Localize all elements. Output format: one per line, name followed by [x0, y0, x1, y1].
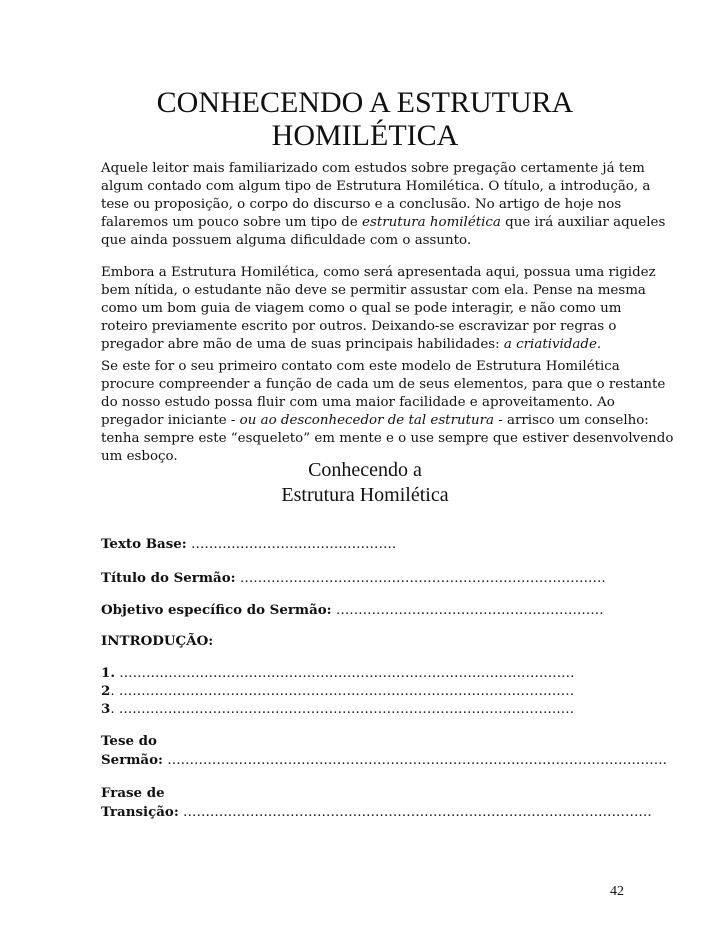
objetivo-blank: …………………………………………………… — [331, 603, 604, 618]
paragraph-line: procure compreender a função de cada um de seus elementos, para que o restante — [101, 377, 666, 392]
page-number: 42 — [610, 884, 624, 899]
subtitle-line-1: Conhecendo a — [308, 459, 422, 481]
tese-label-line-2: Sermão: — [101, 752, 163, 768]
item-number: 1. — [101, 665, 115, 681]
text-run: - arrisco um conselho: — [493, 413, 649, 428]
frase-blank: …………………………………………………………………………………………… — [178, 805, 652, 820]
paragraph-line — [101, 412, 649, 430]
paragraph-line: algum contado com algum tipo de Estrutura Homilética. O título, a introdução, a — [101, 179, 651, 194]
item-blank: . ………………………………………………………………………………………… — [110, 684, 575, 699]
title-line-1: CONHECENDO A ESTRUTURA — [156, 86, 574, 119]
tese-blank: …………………………………………………………………………………………………. — [162, 753, 667, 768]
intro-item-1 — [101, 664, 575, 683]
paragraph-line: roteiro previamente escrito por outros. Deixando-se escravizar por regras o — [101, 319, 617, 334]
text-run: falaremos um pouco sobre um tipo de — [101, 215, 363, 230]
paragraph-line: do nosso estudo possa fluir com uma maior facilidade e aproveitamento. Ao — [101, 395, 615, 410]
frase-label-line-1: Frase de — [101, 785, 165, 801]
section-subtitle — [200, 458, 530, 508]
paragraph-line: Aquele leitor mais familiarizado com estudos sobre pregação certamente já tem — [101, 161, 645, 176]
paragraph-3 — [101, 358, 674, 466]
tese-field — [101, 732, 667, 770]
texto-base-label: Texto Base: — [101, 536, 187, 552]
paragraph-line — [101, 214, 666, 232]
intro-item-2 — [101, 682, 574, 701]
text-run: . — [596, 337, 602, 352]
item-blank: . ………………………………………………………………………………………… — [110, 702, 575, 717]
paragraph-line: tenha sempre este “esqueleto” em mente e o use sempre que estiver desenvolvendo — [101, 431, 674, 446]
italic-term: estrutura homilética — [362, 215, 501, 230]
paragraph-line: que ainda possuem alguma dificuldade com o assunto. — [101, 233, 472, 248]
titulo-field — [101, 569, 606, 588]
objetivo-label: Objetivo específico do Sermão: — [101, 602, 332, 618]
titulo-blank: ………………………………………………………………………. — [235, 571, 606, 586]
paragraph-line: bem nítida, o estudante não deve se permitir assustar com ela. Pense na mesma — [101, 283, 646, 298]
text-run: que irá auxiliar aqueles — [500, 215, 666, 230]
intro-item-3 — [101, 700, 574, 719]
paragraph-line — [101, 336, 631, 354]
paragraph-line: Embora a Estrutura Homilética, como será apresentada aqui, possua uma rigidez — [101, 265, 656, 280]
paragraph-line: um esboço. — [101, 449, 178, 464]
introducao-heading — [101, 632, 213, 651]
item-number: 2 — [101, 683, 111, 699]
frase-label-line-2: Transição: — [101, 804, 179, 820]
page-title — [100, 86, 630, 152]
italic-term: ou ao desconhecedor de tal estrutura — [239, 413, 494, 428]
objetivo-field — [101, 601, 604, 620]
texto-base-blank: ………………………………………. — [186, 537, 397, 552]
title-line-2: HOMILÉTICA — [271, 119, 459, 152]
paragraph-line: como um bom guia de viagem como o qual se pode interagir, e não como um — [101, 301, 622, 316]
item-blank: ………………………………………………………………………………………… — [114, 666, 575, 681]
paragraph-line: tese ou proposição, o corpo do discurso e a conclusão. No artigo de hoje nos — [101, 197, 622, 212]
item-number: 3 — [101, 701, 111, 717]
paragraph-2 — [101, 264, 656, 354]
tese-label-line-1: Tese do — [101, 733, 157, 749]
subtitle-line-2: Estrutura Homilética — [281, 484, 449, 506]
text-run: pregador iniciante - — [101, 413, 240, 428]
texto-base-field — [101, 535, 396, 554]
titulo-label: Título do Sermão: — [101, 570, 236, 586]
text-run: pregador abre mão de uma de suas principais habilidades: — [101, 337, 504, 352]
paragraph-1 — [101, 160, 666, 250]
frase-transicao-field — [101, 784, 652, 822]
introducao-label: INTRODUÇÃO: — [101, 633, 214, 649]
italic-term: a criatividade — [503, 337, 597, 352]
paragraph-line: Se este for o seu primeiro contato com este modelo de Estrutura Homilética — [101, 359, 620, 374]
